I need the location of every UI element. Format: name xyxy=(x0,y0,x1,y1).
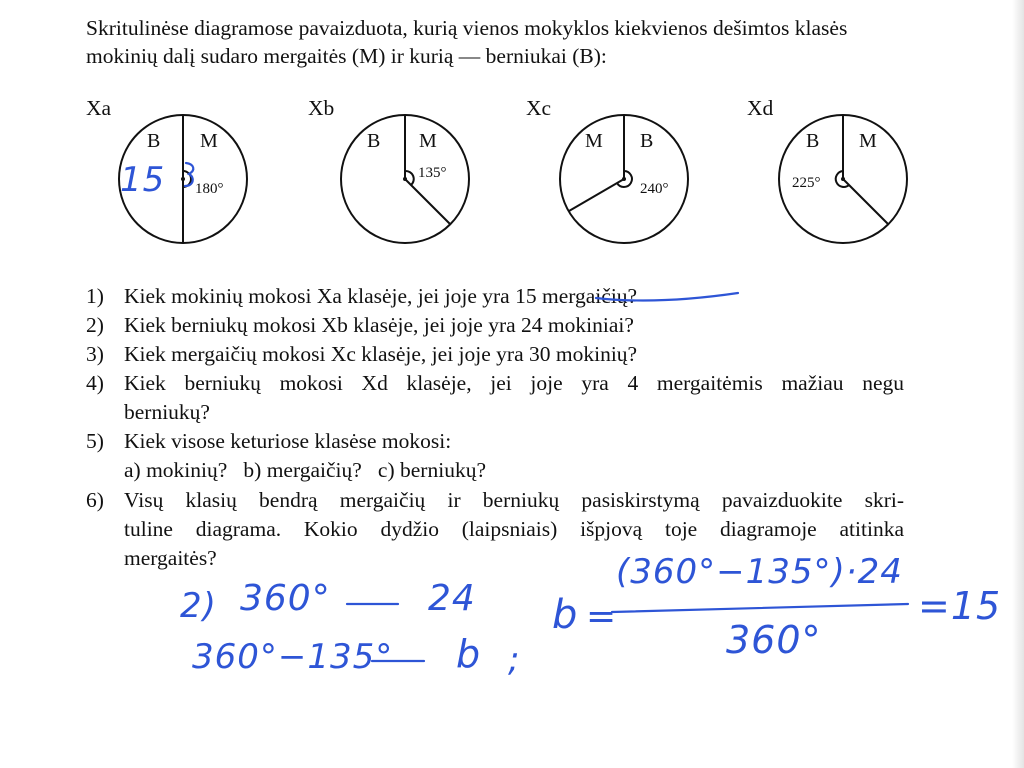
pie-note-bracket xyxy=(185,163,193,186)
question-5-number: 5) xyxy=(86,429,104,453)
question-4-number: 4) xyxy=(86,371,104,395)
handwriting-line1-left: 360° xyxy=(240,578,331,619)
handwriting-variable: b xyxy=(552,592,579,638)
pie-xc-left-letter: M xyxy=(585,130,603,152)
pie-xd-right-letter: M xyxy=(859,130,877,152)
question-1-number: 1) xyxy=(86,284,104,308)
handwriting-separator: ; xyxy=(508,640,521,680)
question-4-continuation: berniukų? xyxy=(124,400,210,424)
pie-xa-angle: 180° xyxy=(195,181,224,197)
pie-xb-angle: 135° xyxy=(418,165,447,181)
fraction-bar xyxy=(612,604,908,612)
pie-xd-angle: 225° xyxy=(792,175,821,191)
chart-label-xd: Xd xyxy=(747,96,774,120)
handwriting-numerator: (360°−135°)·24 xyxy=(616,552,903,592)
question-3-text: Kiek mergaičių mokosi Xc klasėje, jei joje yra 30 mokinių? xyxy=(124,342,638,366)
chart-label-xb: Xb xyxy=(308,96,335,120)
handwriting-line1-label: 2) xyxy=(180,586,217,626)
question-6-text: Visų klasių bendrą mergaičių ir berniukų pasiskirstymą pavaizduokite skri- xyxy=(124,488,904,512)
pie-xc-right-letter: B xyxy=(640,130,654,152)
handwriting-denominator: 360° xyxy=(726,618,822,662)
question-5-text: Kiek visose keturiose klasėse mokosi: xyxy=(124,429,452,453)
pie-xb-left-letter: B xyxy=(367,130,381,152)
handwriting-equals: = xyxy=(586,596,618,637)
pie-xc-angle: 240° xyxy=(640,181,669,197)
chart-label-xc: Xc xyxy=(526,96,552,120)
pie-xd-left-letter: B xyxy=(806,130,820,152)
chart-label-xa: Xa xyxy=(86,96,112,120)
pie-note-15: 15 xyxy=(120,160,166,200)
handwriting-line2-left: 360°−135° xyxy=(192,637,394,677)
handwriting-result: =15 xyxy=(918,584,1002,628)
question-6-continuation-1: tuline diagrama. Kokio dydžio (laipsniais) išpjovą toje diagramoje atitinka xyxy=(124,517,904,541)
question-6-continuation-2: mergaitės? xyxy=(124,546,217,570)
question-5-options: a) mokinių? b) mergaičių? c) berniukų? xyxy=(124,458,486,482)
pie-xb-right-letter: M xyxy=(419,130,437,152)
question-2-number: 2) xyxy=(86,313,104,337)
intro-paragraph: Skritulinėse diagramose pavaizduota, kurią vienos mokyklos kiekvienos dešimtos klasės mokinių dalį sudaro mergaitės (M) ir kurią — berniukai (B): xyxy=(86,16,848,68)
handwriting-line2-right: b xyxy=(456,632,482,676)
question-1-text: Kiek mokinių mokosi Xa klasėje, jei joje yra 15 mergaičių? xyxy=(124,284,638,308)
question-3-number: 3) xyxy=(86,342,104,366)
handwriting-line1-right: 24 xyxy=(428,578,476,619)
question-6-number: 6) xyxy=(86,488,104,512)
pie-xa-left-letter: B xyxy=(147,130,161,152)
question-1-underline xyxy=(596,293,738,300)
question-2-text: Kiek berniukų mokosi Xb klasėje, jei joje yra 24 mokiniai? xyxy=(124,313,634,337)
pie-xa-right-letter: M xyxy=(200,130,218,152)
question-4-text: Kiek berniukų mokosi Xd klasėje, jei joje yra 4 mergaitėmis mažiau negu xyxy=(124,371,904,395)
